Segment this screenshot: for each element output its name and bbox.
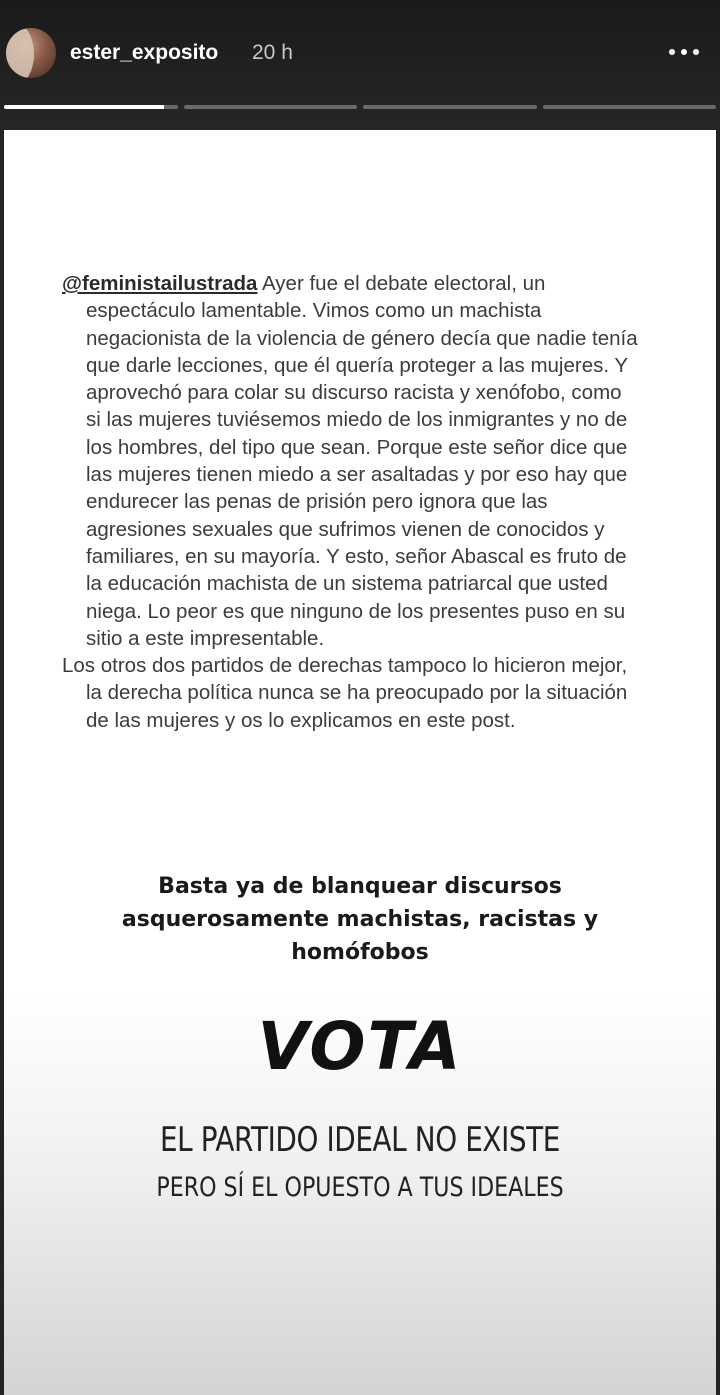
more-horizontal-icon[interactable] [660,36,708,68]
progress-segment [184,105,358,109]
ideal-line-2: PERO SÍ EL OPUESTO A TUS IDEALES [156,1172,564,1203]
progress-segment [363,105,537,109]
slogan: Basta ya de blanquear discursos asquerosamente machistas, racistas y homófobos [121,874,599,965]
paragraph-text: Ayer fue el debate electoral, un espectáculo lamentable. Vimos como un machista negacionista de la violencia de género decía que nadie tenía que darle lecciones, que él quería proteger a las mujeres. Y aprovechó para colar su discurso racista y xenófobo, como si las mujeres tuviésemos miedo de los inmigrantes y no de los hombres, del tipo que sean. Porque este señor dice que las mujeres tienen miedo a ser asaltadas y por eso hay que endurecer las penas de prisión pero ignora que las agresiones sexuales que sufrimos vienen de conocidos y familiares, en su mayoría. Y esto, señor Abascal es fruto de la educación machista de un sistema patriarcal que usted niega. Lo peor es que ninguno de los presentes puso en su sitio a este impresentable. [86,272,638,650]
avatar[interactable] [6,28,56,78]
progress-segment [543,105,717,109]
story-timestamp: 20 h [252,41,293,64]
mention-link[interactable]: @feministailustrada [62,272,258,295]
progress-segment [4,105,178,109]
vota-heading: VOTA [257,1008,463,1085]
story-progress-bar [4,105,716,109]
post-text [62,270,642,734]
username[interactable]: ester_exposito [70,41,219,64]
post-paragraph: Los otros dos partidos de derechas tampoco lo hicieron mejor, la derecha política nunca se ha preocupado por la situación de las mujeres y os lo explicamos en este post. [62,654,628,732]
post-paragraph [62,270,642,652]
ideal-line-1: EL PARTIDO IDEAL NO EXISTE [159,1120,561,1160]
story-content[interactable] [4,130,716,1395]
story-header [0,0,720,130]
progress-fill [4,105,164,109]
